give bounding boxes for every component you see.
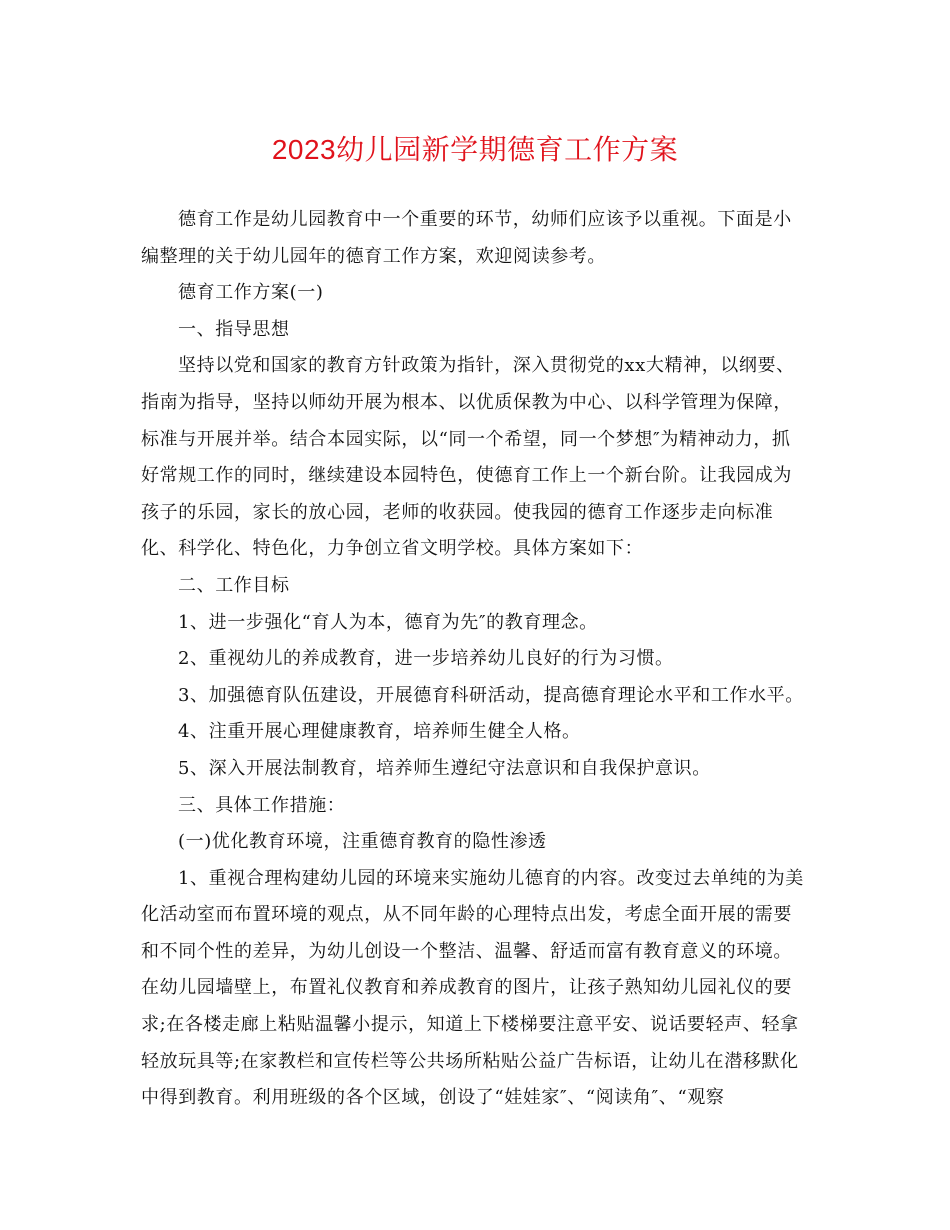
text-line: 好常规工作的同时，继续建设本园特色，使德育工作上一个新台阶。让我园成为 [141,465,792,487]
text-line: 化活动室而布置环境的观点，从不同年龄的心理特点出发，考虑全面开展的需要 [141,904,792,926]
text-line: 德育工作是幼儿园教育中一个重要的环节，幼师们应该予以重视。下面是小 [178,209,792,230]
text-line: 求;在各楼走廊上粘贴温馨小提示，知道上下楼梯要注意平安、说话要轻声、轻拿 [141,1014,799,1036]
text-line: 坚持以党和国家的教育方针政策为指针，深入贯彻党的xx大精神，以纲要、 [178,355,795,377]
text-line: 指南为指导，坚持以师幼开展为根本、以优质保教为中心、以科学管理为保障， [141,391,792,413]
text-line: 三、具体工作措施： [178,794,346,816]
text-line: 1、进一步强化“育人为本，德育为先″的教育理念。 [178,611,598,633]
text-line: 在幼儿园墙壁上，布置礼仪教育和养成教育的图片，让孩子熟知幼儿园礼仪的要 [141,977,792,999]
text-line: (一)优化教育环境，注重德育教育的隐性渗透 [178,831,547,853]
text-line: 化、科学化、特色化，力争创立省文明学校。具体方案如下： [141,538,644,560]
text-line: 4、注重开展心理健康教育，培养师生健全人格。 [178,721,581,743]
text-line: 2、重视幼儿的养成教育，进一步培养幼儿良好的行为习惯。 [178,648,674,670]
text-line: 二、工作目标 [178,574,290,596]
text-line: 轻放玩具等;在家教栏和宣传栏等公共场所粘贴公益广告标语，让幼儿在潜移默化 [141,1050,799,1072]
text-line: 德育工作方案(一) [178,282,324,304]
document-title: 2023幼儿园新学期德育工作方案 [271,134,679,165]
document-body [141,202,831,1117]
text-line: 3、加强德育队伍建设，开展德育科研活动，提高德育理论水平和工作水平。 [178,684,804,706]
text-line: 和不同个性的差异，为幼儿创设一个整洁、温馨、舒适而富有教育意义的环境。 [141,940,792,962]
text-line: 中得到教育。利用班级的各个区域，创设了“娃娃家″、“阅读角″、“观察 [141,1087,725,1109]
text-line: 标准与开展并举。结合本园实际，以“同一个希望，同一个梦想″为精神动力，抓 [141,428,791,450]
text-line: 一、指导思想 [178,318,290,340]
text-line: 5、深入开展法制教育，培养师生遵纪守法意识和自我保护意识。 [178,757,711,779]
text-line: 编整理的关于幼儿园年的德育工作方案，欢迎阅读参考。 [141,245,606,267]
text-line: 1、重视合理构建幼儿园的环境来实施幼儿德育的内容。改变过去单纯的为美 [178,867,804,889]
text-line: 孩子的乐园，家长的放心园，老师的收获园。使我园的德育工作逐步走向标准 [141,501,774,523]
